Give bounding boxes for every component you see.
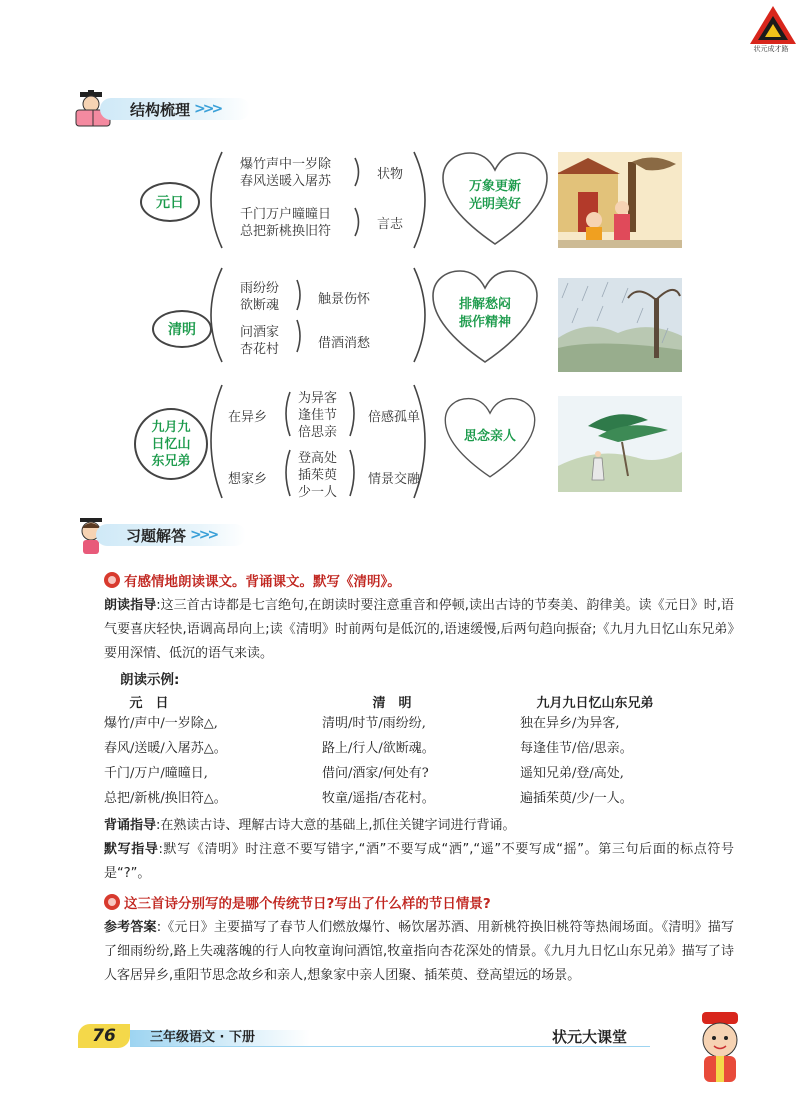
chevron-icon: >>> (194, 101, 221, 117)
brand-name: 状元大课堂 (552, 1028, 628, 1046)
yuanri-heart-text (450, 178, 540, 214)
section-answers-title: 习题解答 (126, 526, 187, 545)
jiuyue-lines-b (298, 450, 337, 501)
qingming-heart-text (440, 296, 530, 332)
mascot-boy-icon (690, 1010, 750, 1090)
dictation-guide-text: :默写《清明》时注意不要写错字,“酒”不要写成“洒”,“遥”不要写成“摇”。第三句后面的标点符号是“?”。 (104, 842, 734, 881)
yuanri-oval (140, 182, 200, 222)
question-1 (104, 570, 401, 590)
yuanri-note-b: 言志 (377, 217, 404, 232)
heart-line: 思念亲人 (463, 429, 516, 444)
reading-line: 千门/万户/曈曈日, (104, 766, 208, 781)
reading-guide-text: :这三首古诗都是七言绝句,在朗读时要注意重音和停顿,读出古诗的节奏美、韵律美。读《元日》时,语气要喜庆轻快,语调高昂向上;读《清明》时前两句是低沉的,语速缓慢,后两句趋向振奋;《九月九日忆山东兄弟》要用深情、低沉的语气来读。 (104, 598, 734, 661)
yuanri-title: 元日 (156, 195, 184, 211)
jiuyue-title-line: 九月九 (151, 419, 191, 435)
jiuyue-note-b: 情景交融 (368, 472, 421, 487)
heart-line: 排解愁闷 (458, 297, 511, 312)
reading-line: 路上/行人/欲断魂。 (322, 741, 435, 756)
page-number: 76 (78, 1024, 130, 1048)
reading-line: 爆竹/声中/一岁除△, (104, 716, 218, 731)
qingming-oval (152, 310, 212, 348)
recite-guide-text: :在熟读古诗、理解古诗大意的基础上,抓住关键字词进行背诵。 (156, 818, 516, 833)
poem-line: 爆竹声中一岁除 (240, 157, 332, 172)
poem-line: 雨纷纷 (240, 281, 280, 296)
jiuyue-note-a: 倍感孤单 (368, 410, 421, 425)
yuanri-note-a: 状物 (377, 167, 404, 182)
reading-guide-label: 朗读指导 (104, 598, 157, 613)
jiuyue-lines-a (298, 390, 337, 441)
question-1-text: 有感情地朗读课文。背诵课文。默写《清明》。 (124, 574, 401, 590)
reference-answer (104, 916, 734, 988)
reading-line: 春风/送暖/入屠苏△。 (104, 741, 227, 756)
recite-guide-label: 背诵指导 (104, 818, 157, 833)
reference-answer-label: 参考答案 (104, 920, 157, 935)
question-2 (104, 892, 491, 912)
poem-line: 少一人 (298, 485, 338, 500)
book-title: 三年级语文 · 下册 (130, 1030, 310, 1046)
column-title: 九月九日忆山东兄弟 (536, 696, 654, 711)
dictation-guide-label: 默写指导 (104, 842, 159, 857)
heart-line: 振作精神 (458, 315, 511, 330)
chevron-icon: >>> (190, 527, 217, 543)
reading-example-label: 朗读示例: (120, 672, 180, 688)
qingming-lines-b (240, 324, 279, 358)
question-2-text: 这三首诗分别写的是哪个传统节日?写出了什么样的节日情景? (124, 896, 491, 912)
reference-answer-text: :《元日》主要描写了春节人们燃放爆竹、畅饮屠苏酒、用新桃符换旧桃符等热闹场面。《清明》描写了细雨纷纷,路上失魂落魄的行人向牧童询问酒馆,牧童指向杏花深处的情景。《九月九日忆山东兄弟》描写了诗人客居异乡,重阳节思念故乡和亲人,想象家中亲人团聚、插茱萸、登高望远的场景。 (104, 920, 734, 983)
poem-line: 为异客 (298, 391, 338, 406)
poem-line: 欲断魂 (240, 298, 280, 313)
qingming-lines-a (240, 280, 279, 314)
jiuyue-oval (134, 408, 208, 480)
reading-line: 遥知兄弟/登/高处, (520, 766, 624, 781)
heart-line: 万象更新 (468, 179, 521, 194)
poem-line: 逢佳节 (298, 408, 338, 423)
dictation-guide (104, 838, 734, 886)
heart-line: 光明美好 (468, 197, 521, 212)
jiuyue-heart-text (446, 428, 534, 446)
column-title: 清 明 (372, 696, 412, 711)
poem-line: 倍思亲 (298, 425, 338, 440)
column-title: 元 日 (129, 696, 169, 711)
reading-line: 独在异乡/为异客, (520, 716, 620, 731)
reading-line: 每逢佳节/倍/思亲。 (520, 741, 633, 756)
poem-line: 千门万户曈曈日 (240, 207, 332, 222)
section-answers-header (96, 522, 246, 548)
poem-line: 插茱萸 (298, 468, 338, 483)
rainy-landscape-illustration (558, 278, 682, 372)
qingming-note-a: 触景伤怀 (318, 292, 371, 307)
yuanri-lines-a (240, 156, 331, 190)
reading-line: 清明/时节/雨纷纷, (322, 716, 426, 731)
jiuyue-label-b: 想家乡 (228, 472, 268, 487)
poem-line: 问酒家 (240, 325, 280, 340)
example-column (322, 692, 482, 811)
jiuyue-label-a: 在异乡 (228, 410, 268, 425)
reading-line: 遍插茱萸/少/一人。 (520, 791, 633, 806)
example-column (520, 692, 720, 811)
qingming-title: 清明 (168, 322, 196, 338)
poem-line: 总把新桃换旧符 (240, 224, 332, 239)
spring-festival-illustration (558, 152, 682, 248)
question-bullet-icon (104, 894, 120, 910)
yuanri-lines-b (240, 206, 331, 240)
poem-line: 杏花村 (240, 342, 280, 357)
jiuyue-title-line: 日忆山 (151, 436, 191, 452)
reading-line: 总把/新桃/换旧符△。 (104, 791, 227, 806)
qingming-note-b: 借酒消愁 (318, 336, 371, 351)
poem-line: 春风送暖入屠苏 (240, 174, 332, 189)
reading-line: 借问/酒家/何处有? (322, 766, 429, 781)
question-bullet-icon (104, 572, 120, 588)
reading-guide (104, 594, 734, 666)
recite-guide (104, 814, 734, 838)
reading-line: 牧童/遥指/杏花村。 (322, 791, 435, 806)
poem-line: 登高处 (298, 451, 338, 466)
example-column (104, 692, 274, 811)
section-structure-header (100, 96, 250, 122)
logo-text: 状元成才路 (753, 45, 789, 53)
mountain-scholar-illustration (558, 396, 682, 492)
section-structure-title: 结构梳理 (130, 100, 191, 119)
jiuyue-title-line: 东兄弟 (151, 453, 191, 469)
